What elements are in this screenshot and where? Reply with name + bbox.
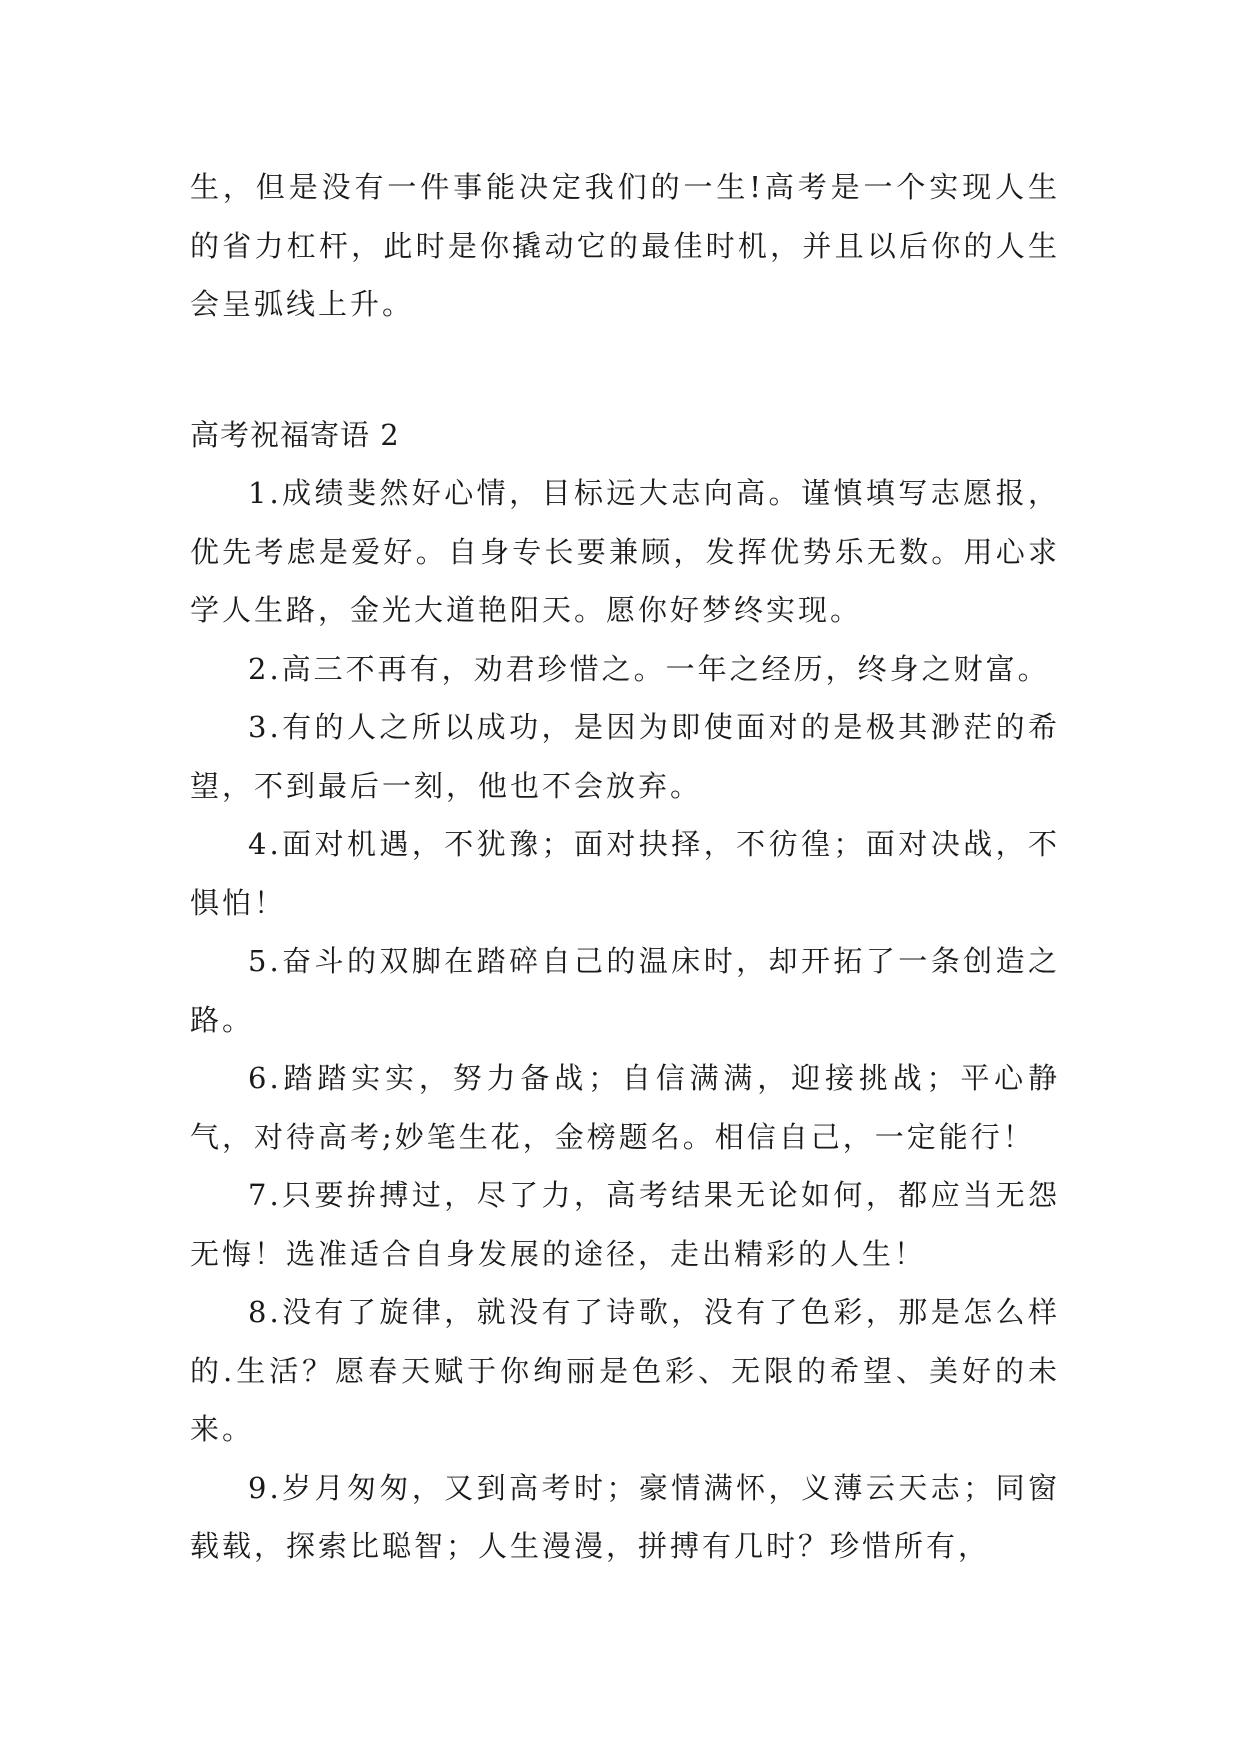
list-item: 8.没有了旋律，就没有了诗歌，没有了色彩，那是怎么样的.生活？愿春天赋于你绚丽是色彩、无限的希望、美好的未来。	[190, 1295, 1060, 1446]
list-item: 9.岁月匆匆，又到高考时；豪情满怀，义薄云天志；同窗载载，探索比聪智；人生漫漫，拼搏有几时？珍惜所有，	[190, 1470, 1060, 1563]
list-item: 5.奋斗的双脚在踏碎自己的温床时，却开拓了一条创造之路。	[190, 944, 1060, 1037]
list-item: 7.只要拚搏过，尽了力，高考结果无论如何，都应当无怨无悔！选准适合自身发展的途径，走出精彩的人生！	[190, 1178, 1060, 1271]
document-body	[190, 158, 1060, 1576]
section-title: 高考祝福寄语 2	[190, 417, 400, 452]
paragraph-spacer	[190, 334, 1060, 406]
list-item: 3.有的人之所以成功，是因为即使面对的是极其渺茫的希望，不到最后一刻，他也不会放弃。	[190, 710, 1060, 803]
intro-paragraph: 生，但是没有一件事能决定我们的一生!高考是一个实现人生的省力杠杆，此时是你撬动它的最佳时机，并且以后你的人生会呈弧线上升。	[190, 170, 1060, 321]
list-item: 1.成绩斐然好心情，目标远大志向高。谨慎填写志愿报，优先考虑是爱好。自身专长要兼顾，发挥优势乐无数。用心求学人生路，金光大道艳阳天。愿你好梦终实现。	[190, 476, 1060, 627]
list-item: 2.高三不再有，劝君珍惜之。一年之经历，终身之财富。	[248, 651, 1050, 686]
list-item: 4.面对机遇，不犹豫；面对抉择，不彷徨；面对决战，不惧怕！	[190, 827, 1060, 920]
list-item: 6.踏踏实实，努力备战；自信满满，迎接挑战；平心静气，对待高考;妙笔生花，金榜题名。相信自己，一定能行！	[190, 1061, 1060, 1154]
